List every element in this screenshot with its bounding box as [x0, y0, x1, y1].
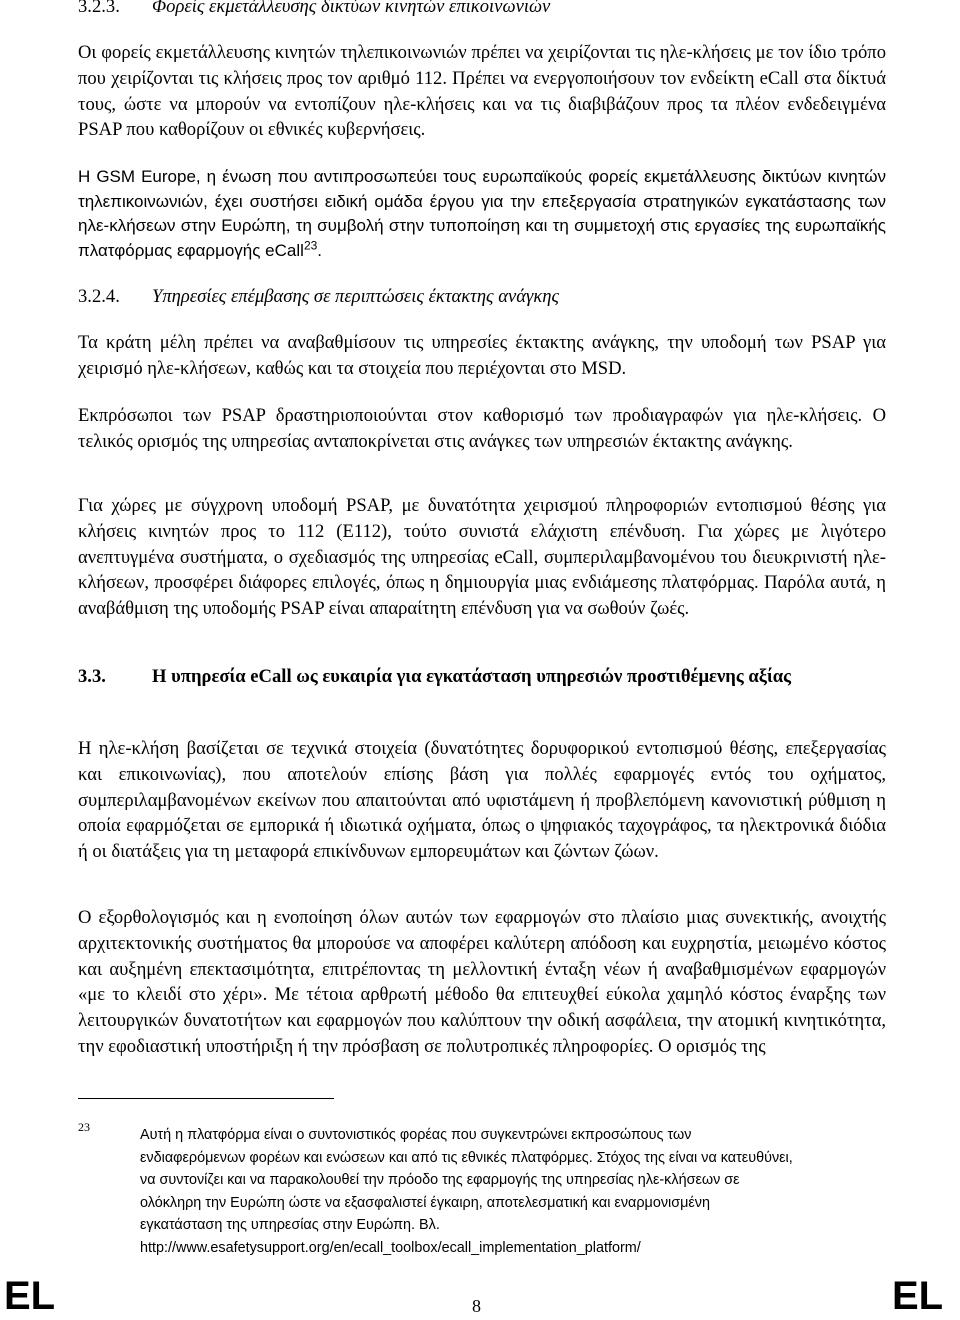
paragraph-gsm-europe: [78, 165, 886, 263]
section-heading-3-3: [78, 664, 886, 690]
paragraph-rationalisation: Ο εξορθολογισμός και η ενοποίηση όλων αυτών των εφαρμογών στο πλαίσιο μιας συνεκτικής, ανοιχτής αρχιτεκτονικής συστήματος θα μπορούσε να αποφέρει καλύτερη απόδοση και ευχρηστία, μειωμένο κόστος και αυξημένη επεκτασιμότητα, επιτρέποντας τη μελλοντική ένταξη νέων ή αναβαθμισμένων εφαρμογών «με το κλειδί στο χέρι». Με τέτοια αρθρωτή μέθοδο θα επιτευχθεί εύκολα χαμηλό κόστος έναρξης των λειτουργικών δυνατοτήτων και εφαρμογών που καλύπτουν την οδική ασφάλεια, την ατομική κινητικότητα, την εφοδιαστική υποστήριξη ή την πρόσβαση σε πολυτροπικές πληροφορίες. Ο ορισμός της: [78, 907, 886, 1057]
paragraph-psap-representatives: Εκπρόσωποι των PSAP δραστηριοποιούνται στον καθορισμό των προδιαγραφών για ηλε-κλήσεις. Ο τελικός ορισμός της υπηρεσίας ανταποκρίνεται στις ανάγκες των υπηρεσιών έκτακτης ανάγκης.: [78, 405, 886, 452]
footnote-line: εγκατάσταση της υπηρεσίας στην Ευρώπη. Βλ.: [140, 1217, 440, 1233]
paragraph-gsm-europe-end: .: [317, 240, 323, 260]
section-number: 3.2.4.: [78, 286, 120, 307]
page-number: 8: [472, 1296, 481, 1316]
paragraph-mobile-operators: Οι φορείς εκμετάλλευσης κινητών τηλεπικοινωνιών πρέπει να χειρίζονται τις ηλε-κλήσεις με τον ίδιο τρόπο που χειρίζονται τις κλήσεις προς τον αριθμό 112. Πρέπει να ενεργοποιήσουν τον ενδείκτη eCall στα δίκτυά τους, ώστε να μπορούν να εντοπίζουν ηλε-κλήσεις και να τις διαβιβάζουν προς τα πλέον ενδεδειγμένα PSAP που καθορίζουν οι εθνικές κυβερνήσεις.: [78, 42, 886, 141]
footnote-number: 23: [78, 1120, 90, 1134]
paragraph-psap-infrastructure: Για χώρες με σύγχρονη υποδομή PSAP, με δυνατότητα χειρισμού πληροφοριών εντοπισμού θέσης για κλήσεις κινητών προς το 112 (Ε112), τούτο συνιστά ελάχιστη επένδυση. Για χώρες με λιγότερο ανεπτυγμένα συστήματα, ο σχεδιασμός της υπηρεσίας eCall, συμπεριλαμβανομένου του διευκρινιστή ηλε-κλήσεων, προσφέρει διάφορες επιλογές, όπως η δημιουργία μιας ενδιάμεσης πλατφόρμας. Παρόλα αυτά, η αναβάθμιση της υποδομής PSAP είναι απαραίτητη επένδυση για να σωθούν ζωές.: [78, 495, 886, 620]
paragraph-gsm-europe-text: Η GSM Europe, η ένωση που αντιπροσωπεύει τους ευρωπαϊκούς φορείς εκμετάλλευσης δικτύων κινητών τηλεπικοινωνιών, έχει συστήσει ειδική ομάδα έργου για την επεξεργασία στρατηγικών εγκατάστασης των ηλε-κλήσεων στην Ευρώπη, τη συμβολή στην τυποποίηση και τη συμμετοχή στις εργασίες της ευρωπαϊκής πλατφόρμας εφαρμογής eCall: [78, 167, 886, 260]
section-title: Φορείς εκμετάλλευσης δικτύων κινητών επικοινωνιών: [152, 0, 551, 17]
footnote-line: Αυτή η πλατφόρμα είναι ο συντονιστικός φορέας που συγκεντρώνει εκπροσώπους των: [140, 1127, 692, 1143]
footnote-text: [140, 1124, 892, 1259]
paragraph-ecall-technical: Η ηλε-κλήση βασίζεται σε τεχνικά στοιχεία (δυνατότητες δορυφορικού εντοπισμού θέσης, επεξεργασίας και επικοινωνίας), που αποτελούν επίσης βάση για πολλές εφαρμογές εντός του οχήματος, συμπεριλαμβανομένων εκείνων που απαιτούνται από υφιστάμενη ή προβλεπόμενη κανονιστική ρύθμιση η οποία εφαρμόζεται σε εμπορικά ή ιδιωτικά οχήματα, όπως ο ψηφιακός ταχογράφος, τα ηλεκτρονικά διόδια ή οι διατάξεις για τη μεταφορά επικίνδυνων εμπορευμάτων και ζώντων ζώων.: [78, 738, 886, 863]
section-heading-3-2-3: [78, 0, 550, 20]
language-code-right: EL: [892, 1274, 944, 1318]
paragraph-member-states: Τα κράτη μέλη πρέπει να αναβαθμίσουν τις υπηρεσίες έκτακτης ανάγκης, την υποδομή των PSAP για χειρισμό ηλε-κλήσεων, καθώς και τα στοιχεία που περιέχονται στο MSD.: [78, 332, 886, 379]
language-code-left: EL: [4, 1274, 56, 1318]
section-title: Η υπηρεσία eCall ως ευκαιρία για εγκατάσταση υπηρεσιών προστιθέμενης αξίας: [152, 666, 791, 687]
footnote-line: ενδιαφερόμενων φορέων και ενώσεων και από τις εθνικές πλατφόρμες. Στόχος της είναι να κατευθύνει,: [140, 1149, 793, 1166]
footnote-line: να συντονίζει και να παρακολουθεί την πρόοδο της εφαρμογής της υπηρεσίας ηλε-κλήσεων σε: [140, 1172, 740, 1188]
section-title: Υπηρεσίες επέμβασης σε περιπτώσεις έκτακτης ανάγκης: [152, 286, 560, 307]
section-number: 3.3.: [78, 666, 106, 687]
section-heading-3-2-4: [78, 284, 559, 310]
section-number: 3.2.3.: [78, 0, 120, 17]
footnote-separator: [78, 1098, 334, 1099]
footnote-link[interactable]: http://www.esafetysupport.org/en/ecall_toolbox/ecall_implementation_platform/: [140, 1239, 641, 1256]
footnote-line: ολόκληρη την Ευρώπη ώστε να εξασφαλιστεί έγκαιρη, αποτελεσματική και εναρμονισμένη: [140, 1194, 710, 1211]
footnote-reference[interactable]: 23: [303, 238, 318, 253]
